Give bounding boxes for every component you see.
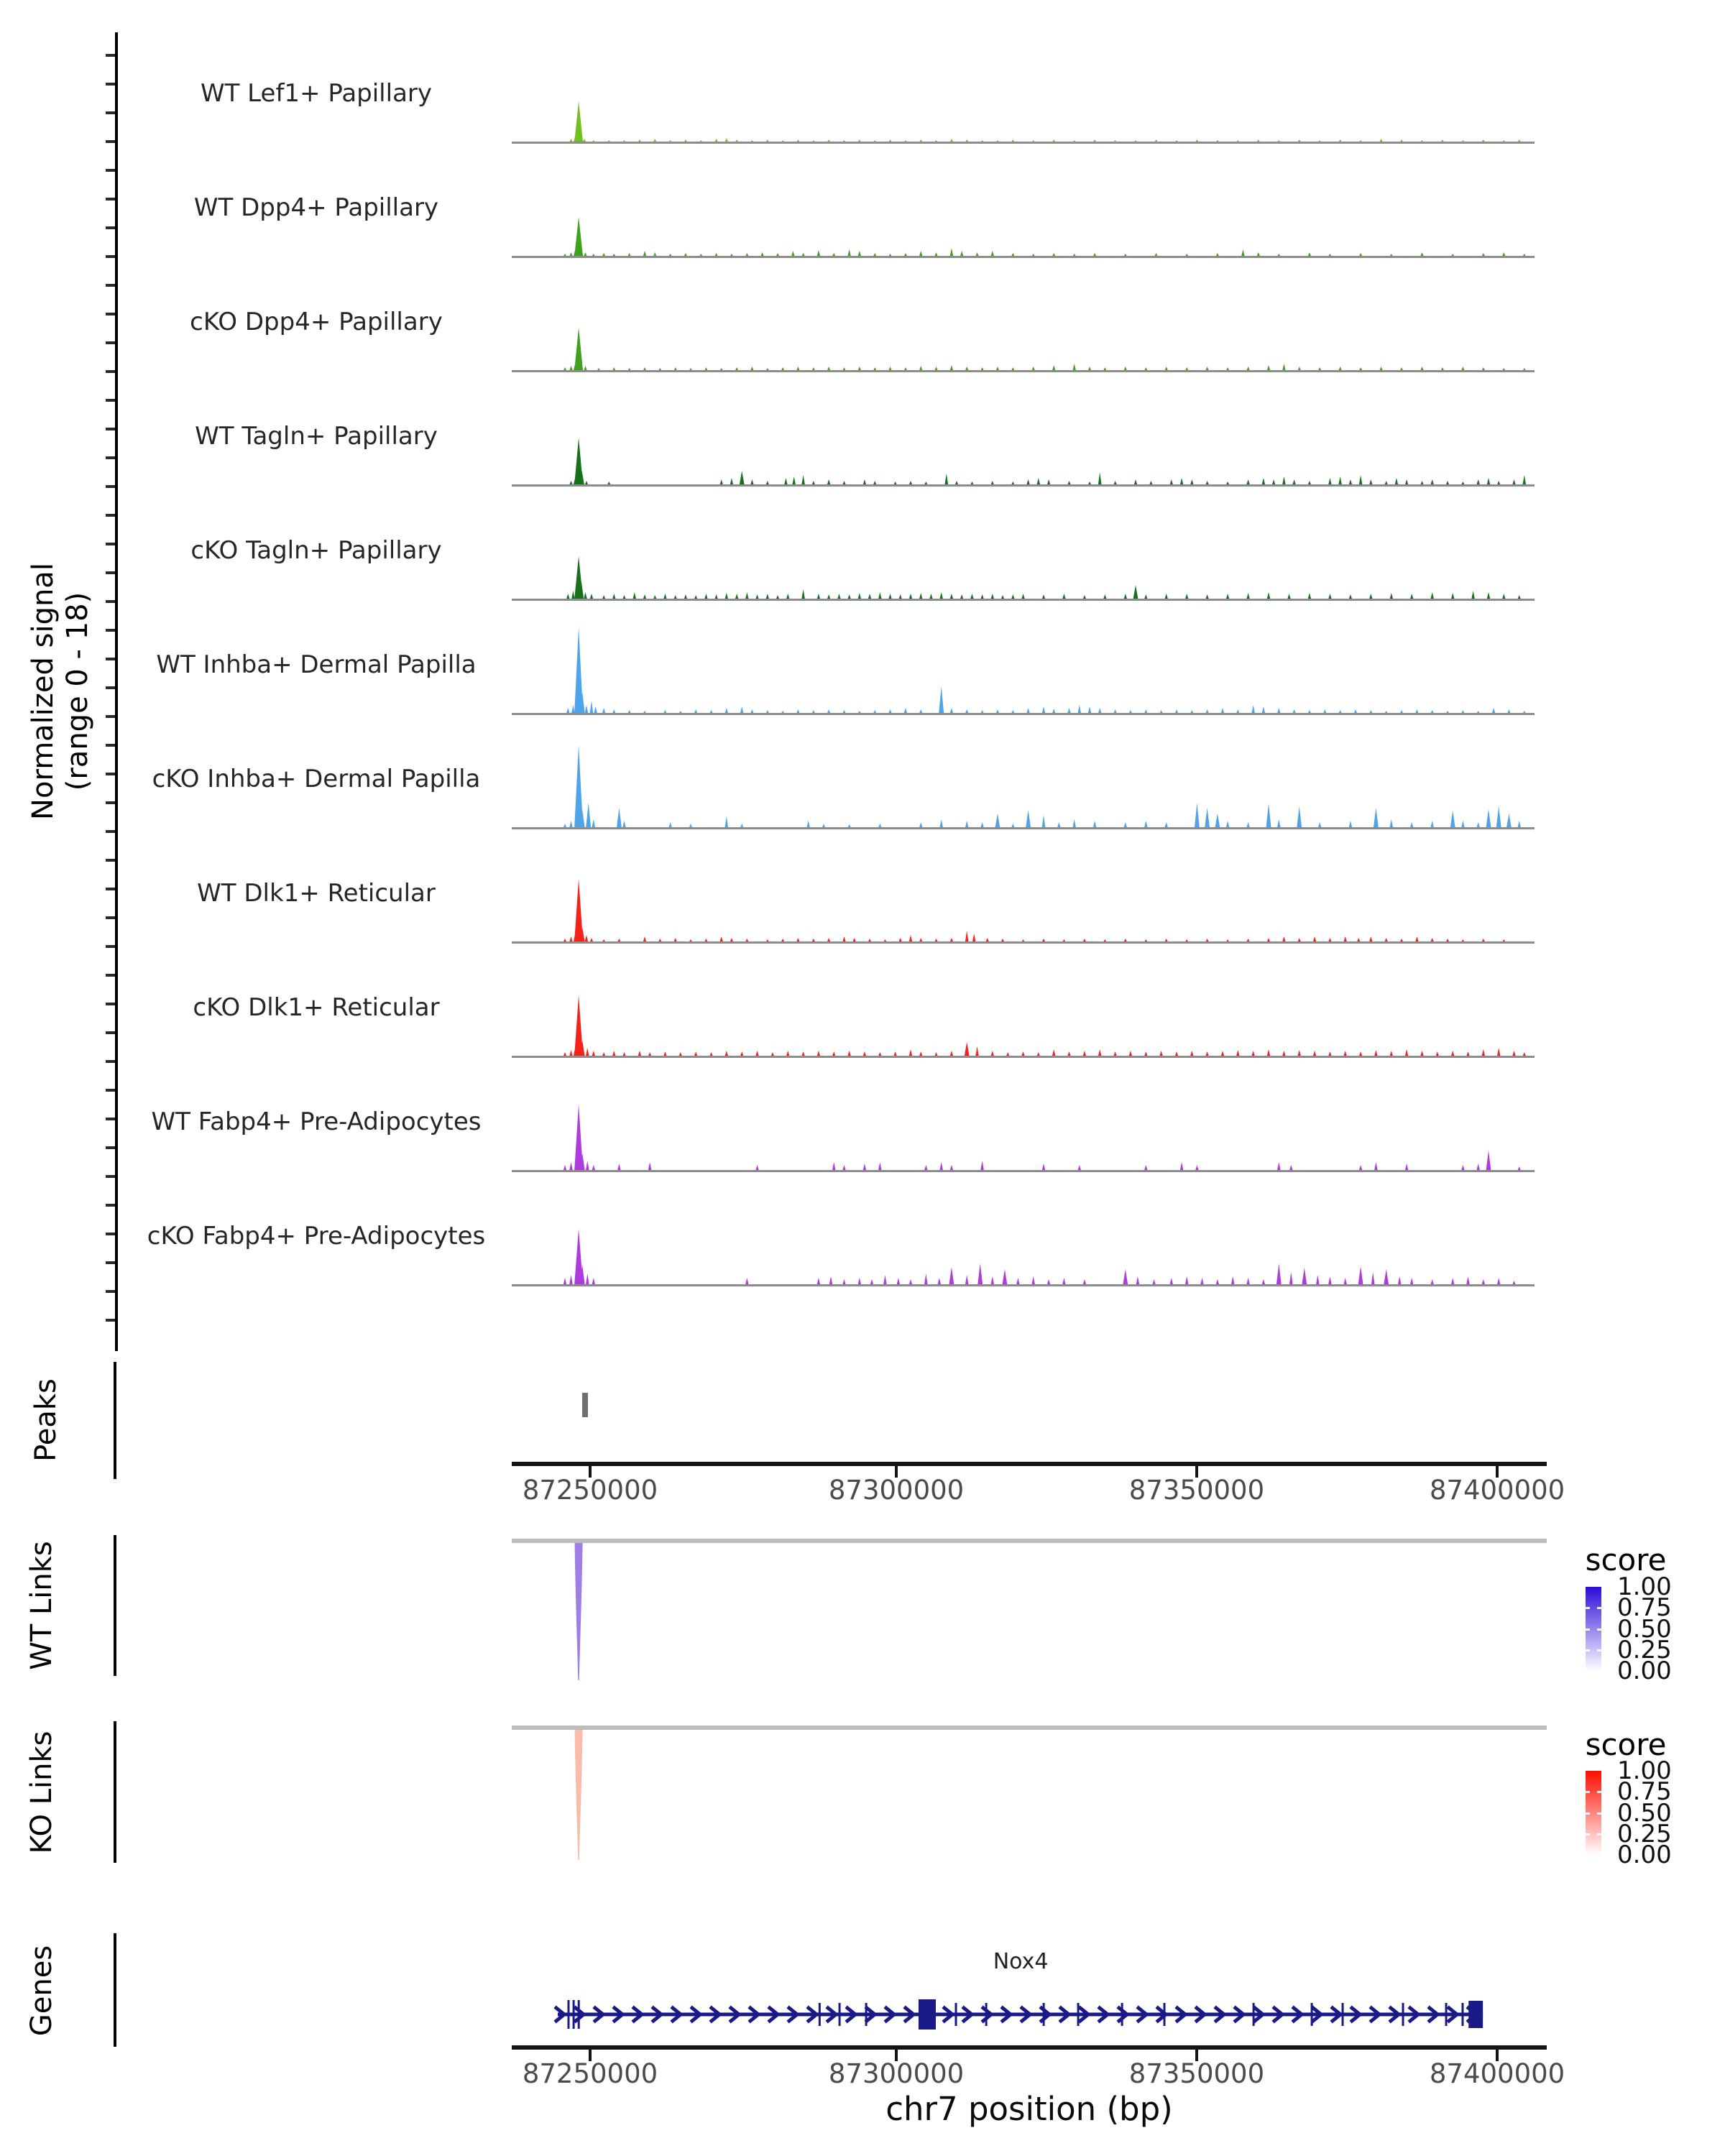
signal-track-7 bbox=[512, 734, 1535, 828]
legend-tick-label: 1.00 bbox=[1617, 1756, 1672, 1785]
gene-name-label: Nox4 bbox=[993, 1949, 1049, 1974]
signal-y-axis-tick bbox=[106, 744, 115, 747]
signal-y-axis-tick bbox=[106, 1319, 115, 1322]
track-label: WT Inhba+ Dermal Papilla bbox=[156, 650, 477, 679]
track-baseline bbox=[512, 256, 1535, 258]
legend-gradient-tick bbox=[1586, 1607, 1590, 1609]
track-baseline bbox=[512, 1284, 1535, 1286]
signal-track-9 bbox=[512, 963, 1535, 1056]
ko-links-section-bar bbox=[114, 1721, 116, 1863]
track-baseline bbox=[512, 1056, 1535, 1058]
peaks-section-bar bbox=[114, 1362, 116, 1479]
legend-gradient-tick bbox=[1586, 1628, 1590, 1631]
legend-tick-label: 1.00 bbox=[1617, 1572, 1672, 1601]
x-axis-upper-tick-label: 87350000 bbox=[1128, 1475, 1265, 1506]
signal-y-axis-tick bbox=[106, 1261, 115, 1264]
track-label: WT Lef1+ Papillary bbox=[200, 79, 433, 108]
legend-tick-label: 0.75 bbox=[1617, 1777, 1672, 1807]
wt-links-legend-gradient bbox=[1586, 1587, 1601, 1671]
x-axis-upper-line bbox=[512, 1462, 1547, 1466]
track-label: cKO Dlk1+ Reticular bbox=[193, 993, 440, 1022]
signal-track-6 bbox=[512, 620, 1535, 714]
track-label: WT Fabp4+ Pre-Adipocytes bbox=[151, 1107, 482, 1136]
signal-y-axis-tick bbox=[106, 54, 115, 57]
legend-gradient-tick bbox=[1597, 1607, 1601, 1609]
y-axis-label bbox=[26, 404, 95, 979]
x-axis-upper-tick-label: 87250000 bbox=[522, 1475, 658, 1506]
signal-y-axis-tick bbox=[106, 140, 115, 143]
signal-track-3 bbox=[512, 277, 1535, 371]
signal-y-axis-tick bbox=[106, 715, 115, 718]
legend-gradient-tick bbox=[1586, 1649, 1590, 1651]
legend-tick-label: 0.75 bbox=[1617, 1593, 1672, 1623]
ko-links-arcs bbox=[512, 1730, 1535, 1874]
signal-y-axis-tick bbox=[106, 916, 115, 919]
signal-y-axis-tick bbox=[106, 974, 115, 977]
signal-y-axis-tick bbox=[106, 514, 115, 517]
signal-y-axis-tick bbox=[106, 341, 115, 344]
x-axis-lower-tick-label: 87400000 bbox=[1429, 2058, 1565, 2089]
signal-y-axis-tick bbox=[106, 1031, 115, 1034]
signal-y-axis-tick bbox=[106, 1060, 115, 1063]
wt-links-arcs bbox=[512, 1543, 1535, 1687]
signal-track-11 bbox=[512, 1192, 1535, 1285]
x-axis-lower-tick-label: 87300000 bbox=[828, 2058, 965, 2089]
x-axis-title: chr7 position (bp) bbox=[886, 2090, 1173, 2128]
track-baseline bbox=[512, 713, 1535, 715]
legend-gradient-tick bbox=[1597, 1628, 1601, 1631]
signal-y-axis-tick bbox=[106, 485, 115, 488]
x-axis-upper-tick-label: 87400000 bbox=[1429, 1475, 1565, 1506]
genes-section-label: Genes bbox=[25, 1945, 58, 2037]
track-baseline bbox=[512, 827, 1535, 829]
track-baseline bbox=[512, 1170, 1535, 1172]
legend-tick-label: 0.00 bbox=[1617, 1841, 1672, 1869]
signal-y-axis-tick bbox=[106, 111, 115, 114]
peaks-section-label: Peaks bbox=[29, 1378, 63, 1462]
signal-y-axis-tick bbox=[106, 399, 115, 402]
y-axis-label-line2: (range 0 - 18) bbox=[61, 591, 94, 791]
signal-y-axis-tick bbox=[106, 945, 115, 948]
x-axis-lower-tick-label: 87250000 bbox=[522, 2058, 658, 2089]
legend-tick-label: 0.50 bbox=[1617, 1798, 1672, 1828]
signal-track-4 bbox=[512, 392, 1535, 485]
wt-links-legend-title: score bbox=[1585, 1542, 1667, 1577]
signal-y-axis-tick bbox=[106, 169, 115, 172]
legend-gradient-tick bbox=[1586, 1833, 1590, 1835]
signal-y-axis-line bbox=[115, 32, 118, 1351]
legend-tick-label: 0.50 bbox=[1617, 1614, 1672, 1644]
track-label: cKO Tagln+ Papillary bbox=[190, 536, 442, 565]
signal-y-axis-tick bbox=[106, 255, 115, 258]
signal-y-axis-tick bbox=[106, 284, 115, 287]
legend-tick-label: 0.00 bbox=[1617, 1657, 1672, 1685]
ko-links-legend-title: score bbox=[1585, 1727, 1667, 1762]
signal-y-axis-tick bbox=[106, 571, 115, 574]
signal-y-axis-tick bbox=[106, 830, 115, 833]
track-label: cKO Inhba+ Dermal Papilla bbox=[152, 765, 481, 793]
track-label: WT Tagln+ Papillary bbox=[195, 422, 438, 451]
track-baseline bbox=[512, 484, 1535, 487]
signal-y-axis-tick bbox=[106, 1204, 115, 1207]
signal-y-axis-tick bbox=[106, 1290, 115, 1293]
track-baseline bbox=[512, 599, 1535, 601]
signal-track-8 bbox=[512, 849, 1535, 942]
legend-tick-label: 0.25 bbox=[1617, 1635, 1672, 1664]
signal-y-axis-tick bbox=[106, 859, 115, 862]
signal-y-axis-tick bbox=[106, 1146, 115, 1149]
signal-track-1 bbox=[512, 49, 1535, 142]
signal-y-axis-tick bbox=[106, 370, 115, 373]
ko-links-legend-gradient bbox=[1586, 1771, 1601, 1855]
genes-section-bar bbox=[114, 1933, 116, 2047]
x-axis-upper-tick-label: 87300000 bbox=[828, 1475, 965, 1506]
legend-gradient-tick bbox=[1597, 1833, 1601, 1835]
signal-y-axis-tick bbox=[106, 801, 115, 804]
track-label: WT Dlk1+ Reticular bbox=[197, 879, 436, 908]
signal-y-axis-tick bbox=[106, 629, 115, 632]
signal-y-axis-tick bbox=[106, 226, 115, 229]
track-baseline bbox=[512, 370, 1535, 372]
track-label: cKO Fabp4+ Pre-Adipocytes bbox=[147, 1222, 486, 1250]
wt-links-section-bar bbox=[114, 1535, 116, 1676]
signal-track-2 bbox=[512, 163, 1535, 257]
legend-gradient-tick bbox=[1586, 1812, 1590, 1815]
track-label: cKO Dpp4+ Papillary bbox=[190, 308, 443, 336]
y-axis-label-line1: Normalized signal bbox=[27, 563, 60, 820]
signal-y-axis-tick bbox=[106, 600, 115, 603]
legend-gradient-tick bbox=[1597, 1649, 1601, 1651]
track-label: WT Dpp4+ Papillary bbox=[193, 193, 439, 222]
wt-links-section-label: WT Links bbox=[25, 1541, 58, 1670]
signal-track-5 bbox=[512, 506, 1535, 599]
x-axis-lower-tick-label: 87350000 bbox=[1128, 2058, 1265, 2089]
legend-gradient-tick bbox=[1597, 1812, 1601, 1815]
signal-y-axis-tick bbox=[106, 456, 115, 459]
ko-links-section-label: KO Links bbox=[25, 1731, 58, 1854]
legend-tick-label: 0.25 bbox=[1617, 1819, 1672, 1848]
gene-model-nox4 bbox=[512, 1980, 1535, 2052]
signal-y-axis-tick bbox=[106, 1175, 115, 1178]
signal-track-10 bbox=[512, 1077, 1535, 1171]
legend-gradient-tick bbox=[1597, 1791, 1601, 1793]
signal-y-axis-tick bbox=[106, 686, 115, 689]
signal-y-axis-tick bbox=[106, 1089, 115, 1092]
track-baseline bbox=[512, 142, 1535, 144]
track-baseline bbox=[512, 941, 1535, 944]
legend-gradient-tick bbox=[1586, 1791, 1590, 1793]
peak-interval bbox=[582, 1393, 588, 1417]
